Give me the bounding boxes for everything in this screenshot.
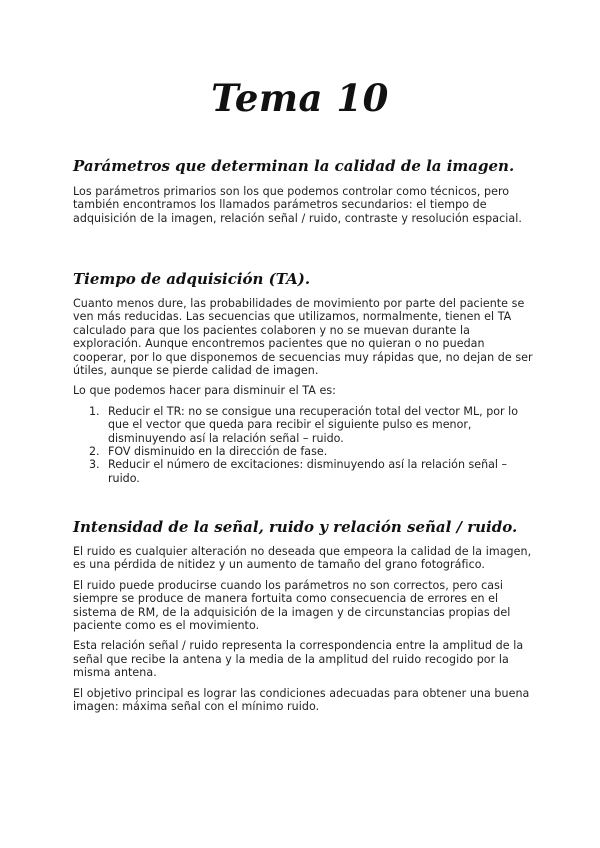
section-heading: Parámetros que determinan la calidad de la imagen.: [73, 157, 515, 175]
paragraph: Los parámetros primarios son los que podemos controlar como técnicos, pero también encontramos los llamados parámetros secundarios: el tiempo de adquisición de la imagen, relación señal / ruido, contraste y resolución espacial.: [73, 185, 522, 225]
paragraph: El ruido es cualquier alteración no deseada que empeora la calidad de la imagen, es una pérdida de nitidez y un aumento de tamaño del grano fotográfico.: [73, 545, 532, 572]
list-number: 1.: [89, 404, 100, 418]
paragraph: El objetivo principal es lograr las condiciones adecuadas para obtener una buena imagen: máxima señal con el mínimo ruido.: [73, 686, 530, 714]
list-item-text: FOV disminuido en la dirección de fase.: [108, 445, 328, 459]
section-quality-parameters: [73, 157, 533, 225]
page-title: Tema 10: [211, 76, 389, 120]
paragraph: El ruido puede producirse cuando los parámetros no son correctos, pero casi siempre se produce de manera fortuita como consecuencia de errores en el sistema de RM, de la adquisición de la imagen y de circunstancias propias del paciente como es el movimiento.: [73, 578, 511, 633]
list-number: 2.: [89, 445, 100, 459]
paragraph: Esta relación señal / ruido representa la correspondencia entre la amplitud de la señal que recibe la antena y la media de la amplitud del ruido recogido por la misma antena.: [73, 639, 524, 680]
paragraph: Lo que podemos hacer para disminuir el TA es:: [73, 384, 336, 398]
section-acquisition-time: [73, 270, 533, 485]
paragraph: Cuanto menos dure, las probabilidades de movimiento por parte del paciente se ven más reducidas. Las secuencias que utilizamos, normalmente, tienen el TA calculado para que los pacientes colaboren y no se muevan durante la exploración. Aunque encontremos pacientes que no quieran o no puedan cooperar, por lo que disponemos de secuencias muy rápidas que, no dejan de ser útiles, aunque se pierde calidad de imagen.: [73, 297, 533, 378]
numbered-list: [73, 405, 533, 485]
section-heading: Tiempo de adquisición (TA).: [73, 270, 311, 288]
list-item-text: Reducir el TR: no se consigue una recuperación total del vector ML, por lo que el vector que queda para recibir el siguiente pulso es menor, disminuyendo así la relación señal – ruido.: [108, 404, 518, 445]
list-number: 3.: [89, 458, 100, 472]
list-item-text: Reducir el número de excitaciones: disminuyendo así la relación señal – ruido.: [108, 458, 508, 485]
list-item: [73, 405, 533, 445]
list-item: [73, 458, 533, 485]
list-item: [73, 445, 533, 458]
section-heading: Intensidad de la señal, ruido y relación señal / ruido.: [73, 518, 518, 536]
section-signal-noise: [73, 518, 533, 713]
